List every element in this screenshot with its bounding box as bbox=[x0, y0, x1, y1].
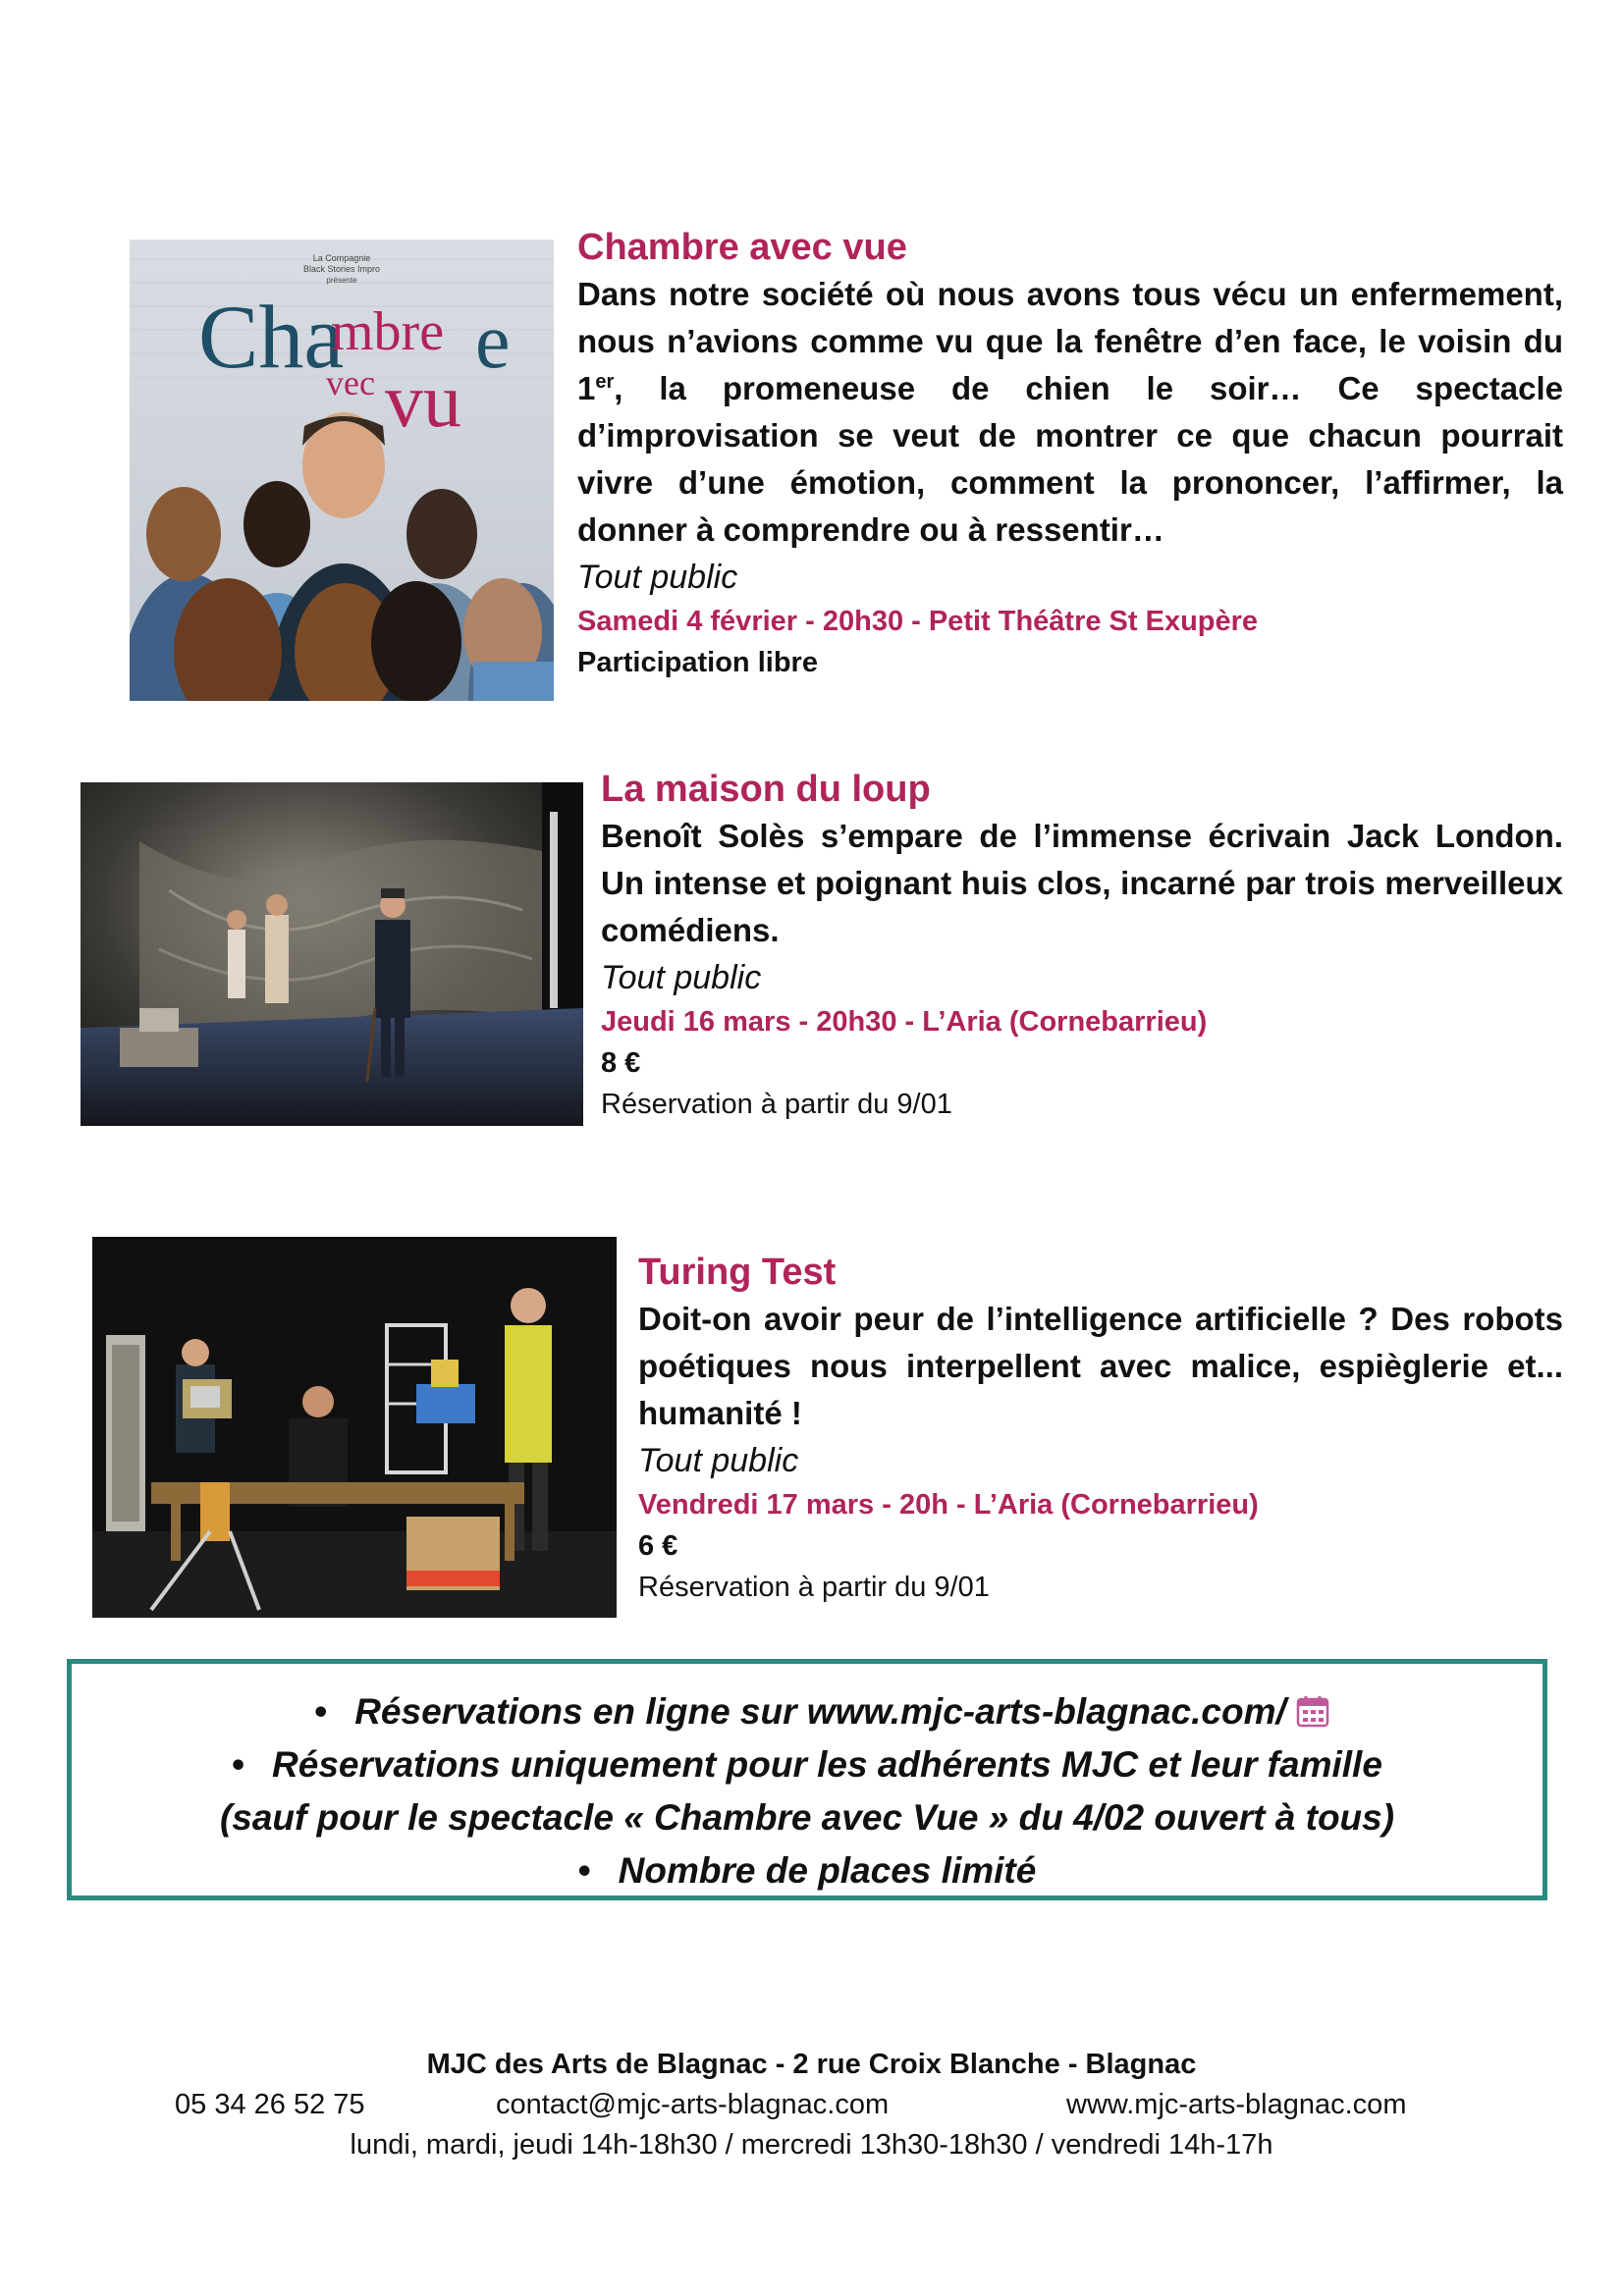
info-line-limited: • Nombre de places limité bbox=[577, 1850, 1037, 1891]
reservation-info-box bbox=[67, 1659, 1547, 1900]
event-2-title: La maison du loup bbox=[601, 769, 931, 810]
event-1-title: Chambre avec vue bbox=[577, 227, 907, 268]
svg-text:mbre: mbre bbox=[331, 301, 445, 362]
event-1-price: Participation libre bbox=[577, 647, 818, 678]
info-line-members: • Réservations uniquement pour les adhérents MJC et leur famille bbox=[232, 1744, 1382, 1785]
la-maison-du-loup-photo bbox=[81, 782, 583, 1126]
event-2-text bbox=[601, 766, 1563, 1125]
svg-text:vu: vu bbox=[385, 357, 461, 443]
event-2-price: 8 € bbox=[601, 1047, 641, 1079]
footer bbox=[0, 2045, 1623, 2165]
svg-text:Cha: Cha bbox=[198, 287, 345, 387]
bullet: • bbox=[232, 1744, 245, 1785]
event-3-date: Vendredi 17 mars - 20h - L’Aria (Cornebarrieu) bbox=[638, 1489, 1259, 1521]
svg-text:présente: présente bbox=[326, 276, 357, 285]
calendar-icon bbox=[1296, 1689, 1329, 1723]
event-3-text bbox=[638, 1249, 1563, 1608]
event-1-audience: Tout public bbox=[577, 559, 738, 596]
footer-email[interactable]: contact@mjc-arts-blagnac.com bbox=[496, 2089, 890, 2120]
event-2-audience: Tout public bbox=[601, 959, 762, 996]
footer-website[interactable]: www.mjc-arts-blagnac.com bbox=[1066, 2089, 1407, 2120]
event-2-date: Jeudi 16 mars - 20h30 - L’Aria (Cornebarrieu) bbox=[601, 1006, 1208, 1038]
info-line-exception: (sauf pour le spectacle « Chambre avec Vue » du 4/02 ouvert à tous) bbox=[219, 1797, 1395, 1838]
event-1-description: Dans notre société où nous avons tous vécu un enfermement, nous n’avions comme vu que la fenêtre d’en face, le voisin du 1er, la promeneuse de chien le soir… Ce spectacle d’improvisation se veut de montrer ce que chacun pourrait vivre d’une émotion, comment la prononcer, l’affirmer, la donner à comprendre ou à ressentir… bbox=[577, 276, 1563, 548]
footer-contact-row bbox=[0, 2085, 1623, 2125]
event-3-title: Turing Test bbox=[638, 1252, 837, 1293]
svg-text:Black Stories Impro: Black Stories Impro bbox=[302, 264, 381, 274]
event-3-reservation: Réservation à partir du 9/01 bbox=[638, 1572, 990, 1603]
event-1-text bbox=[577, 224, 1563, 683]
bullet: • bbox=[577, 1850, 591, 1891]
event-3-description: Doit-on avoir peur de l’intelligence artificielle ? Des robots poétiques nous interpellent avec malice, espièglerie et... humanité ! bbox=[638, 1301, 1563, 1431]
event-3-audience: Tout public bbox=[638, 1442, 799, 1479]
event-2-description: Benoît Solès s’empare de l’immense écrivain Jack London. Un intense et poignant huis clos, incarné par trois merveilleux comédiens. bbox=[601, 818, 1563, 948]
info-line-online: • Réservations en ligne sur www.mjc-arts-blagnac.com/ bbox=[72, 1685, 1542, 1738]
footer-phone[interactable]: 05 34 26 52 75 bbox=[175, 2089, 365, 2120]
footer-hours: lundi, mardi, jeudi 14h-18h30 / mercredi 13h30-18h30 / vendredi 14h-17h bbox=[350, 2129, 1273, 2161]
svg-text:e: e bbox=[475, 298, 511, 385]
event-2-reservation: Réservation à partir du 9/01 bbox=[601, 1089, 952, 1120]
event-1-date: Samedi 4 février - 20h30 - Petit Théâtre St Exupère bbox=[577, 606, 1259, 637]
event-3-price: 6 € bbox=[638, 1530, 678, 1562]
turing-test-photo bbox=[92, 1237, 617, 1618]
svg-text:vec: vec bbox=[326, 363, 375, 402]
svg-text:La Compagnie: La Compagnie bbox=[312, 253, 371, 263]
bullet: • bbox=[314, 1691, 328, 1732]
chambre-avec-vue-poster bbox=[130, 240, 554, 701]
footer-organization: MJC des Arts de Blagnac - 2 rue Croix Blanche - Blagnac bbox=[426, 2049, 1197, 2080]
